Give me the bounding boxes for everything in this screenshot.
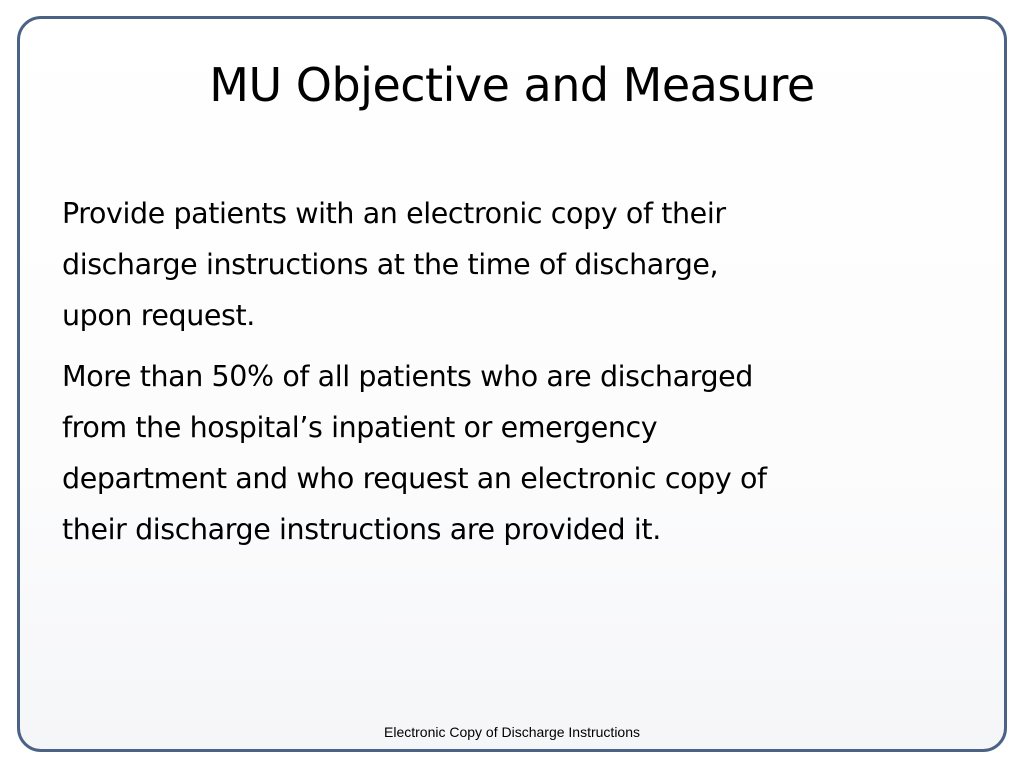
objective-line: upon request. [62, 299, 255, 332]
objective-line: discharge instructions at the time of discharge, [62, 248, 719, 281]
measure-paragraph [62, 351, 962, 555]
measure-line: More than 50% of all patients who are discharged [62, 360, 753, 393]
measure-line: their discharge instructions are provided it. [62, 513, 661, 546]
objective-paragraph [62, 188, 962, 341]
slide-footer: Electronic Copy of Discharge Instructions [384, 724, 640, 740]
measure-line: department and who request an electronic copy of [62, 462, 767, 495]
slide-title: MU Objective and Measure [209, 58, 815, 112]
measure-line: from the hospital’s inpatient or emergency [62, 411, 658, 444]
objective-line: Provide patients with an electronic copy of their [62, 197, 726, 230]
slide-body [62, 188, 962, 565]
